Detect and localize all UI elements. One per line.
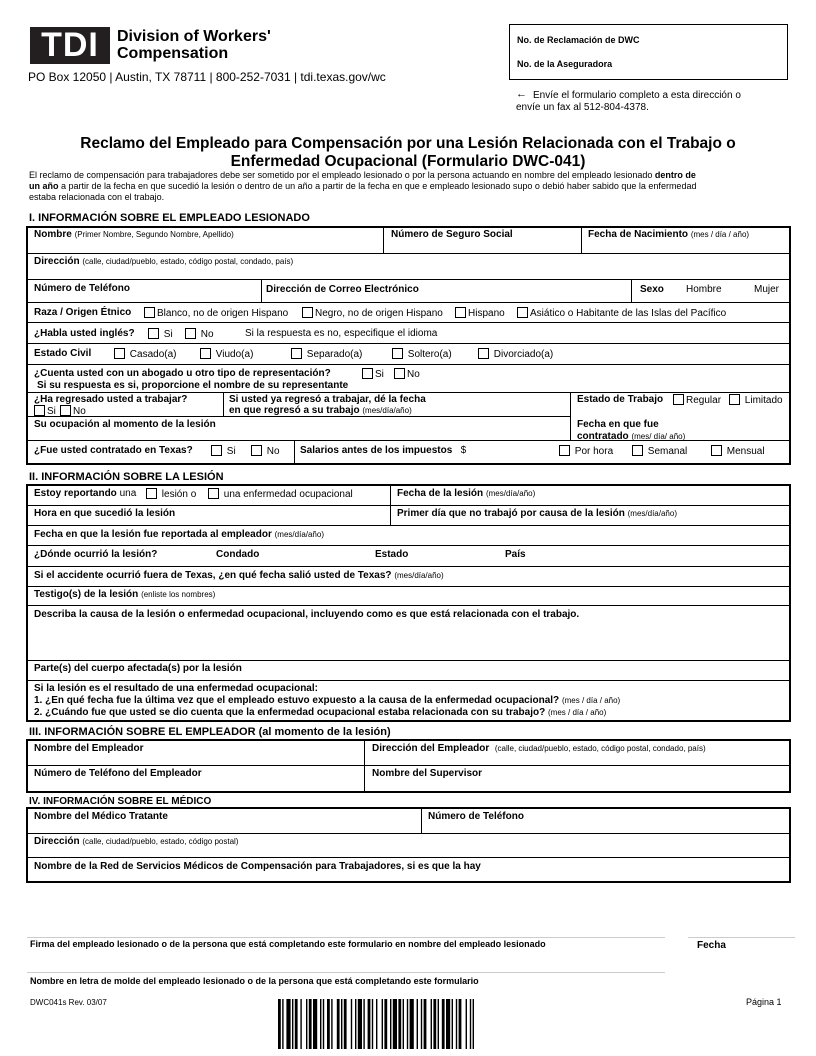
fecha-line[interactable] (688, 937, 795, 938)
abogado-label: ¿Cuenta usted con un abogado u otro tipo de representación? (34, 368, 331, 379)
section-2-title: II. INFORMACIÓN SOBRE LA LESIÓN (29, 471, 224, 483)
raza-blanco-checkbox[interactable]: Blanco, no de origen Hispano (144, 307, 288, 319)
barcode-bar (282, 999, 283, 1049)
nombre-label: Nombre (Primer Nombre, Segundo Nombre, Apellido) (34, 229, 234, 240)
intro-text: El reclamo de compensación para trabajadores debe ser sometido por el empleado lesionado o por la persona actuando en nombre del empleado lesionado dentro de un año a partir de la fecha en que sucedió la lesión o dentro de un año a partir de la fecha en que e empleado lesionado supo o debió haber sabido que la enfermedad estaba relacionada con el trabajo. (29, 170, 697, 202)
trabajo-regular-checkbox[interactable]: Regular (673, 394, 721, 406)
trabajo-limitado-checkbox[interactable]: Limitado (729, 394, 783, 406)
barcode-bar (403, 999, 404, 1049)
sexo-mujer[interactable]: Mujer (754, 284, 780, 295)
estado-trabajo-label: Estado de Trabajo (577, 394, 664, 405)
texas-no-checkbox[interactable]: No (251, 445, 280, 457)
barcode-bar (309, 999, 312, 1049)
barcode-bar (431, 999, 432, 1049)
regreso-fecha-label-2: en que regresó a su trabajo (mes/día/año) (229, 405, 412, 416)
barcode-bar (306, 999, 307, 1049)
fecha-contratado-label-1: Fecha en que fue (577, 419, 659, 430)
civil-separado-checkbox[interactable]: Separado(a) (291, 348, 362, 360)
section-4-title: IV. INFORMACIÓN SOBRE EL MÉDICO (29, 796, 212, 807)
barcode-bar (446, 999, 450, 1049)
lesion-checkbox[interactable]: lesión o (146, 488, 196, 500)
testigos-label: Testigo(s) de la lesión (enliste los nombres) (34, 589, 216, 600)
insurer-no-label: No. de la Aseguradora (517, 59, 613, 69)
send-note-1: Envíe el formulario completo a esta dirección o (533, 90, 741, 101)
barcode (278, 999, 534, 1049)
barcode-bar (337, 999, 340, 1049)
salario-semanal-checkbox[interactable]: Semanal (632, 445, 687, 457)
q1-label: 1. ¿En qué fecha fue la última vez que el empleado estuvo expuesto a la causa de la enfermedad ocupacional? (mes / día / año) (34, 695, 621, 706)
barcode-bar (421, 999, 422, 1049)
barcode-bar (433, 999, 436, 1049)
header-address: PO Box 12050 | Austin, TX 78711 | 800-252-7031 | tdi.texas.gov/wc (28, 70, 386, 84)
condado-label: Condado (216, 549, 260, 560)
texas-si-checkbox[interactable]: Si (211, 445, 236, 457)
raza-negro-checkbox[interactable]: Negro, no de origen Hispano (302, 307, 443, 319)
regresado-si-checkbox[interactable]: Si (34, 405, 56, 417)
regresado-label: ¿Ha regresado usted a trabajar? (34, 394, 188, 405)
fecha-label: Fecha (697, 940, 726, 951)
barcode-bar (278, 999, 281, 1049)
barcode-bar (295, 999, 298, 1049)
claim-no-label: No. de Reclamación de DWC (517, 35, 640, 45)
contratado-texas-label: ¿Fue usted contratado en Texas? (34, 445, 193, 456)
barcode-bar (341, 999, 342, 1049)
barcode-bar (358, 999, 362, 1049)
direccion-label: Dirección (calle, ciudad/pueblo, estado, código postal, condado, país) (34, 256, 294, 267)
ocupacion-label: Su ocupación al momento de la lesión (34, 419, 216, 430)
hora-label: Hora en que sucedió la lesión (34, 508, 176, 519)
barcode-bar (470, 999, 471, 1049)
donde-label: ¿Dónde ocurrió la lesión? (34, 549, 158, 560)
nombre-molde-line[interactable] (27, 972, 665, 973)
partes-label: Parte(s) del cuerpo afectada(s) por la lesión (34, 663, 242, 674)
barcode-bar (382, 999, 383, 1049)
barcode-bar (363, 999, 364, 1049)
claim-box (509, 24, 788, 80)
barcode-bar (473, 999, 474, 1049)
barcode-bar (424, 999, 427, 1049)
red-label: Nombre de la Red de Servicios Médicos de Compensación para Trabajadores, si es que la hay (34, 861, 481, 872)
idioma-label: Si la respuesta es no, especifique el idioma (245, 328, 438, 339)
barcode-bar (344, 999, 347, 1049)
fecha-lesion-label: Fecha de la lesión (mes/día/año) (397, 488, 536, 499)
regreso-fecha-label-1: Si usted ya regresó a trabajar, dé la fecha (229, 394, 426, 405)
medico-label: Nombre del Médico Tratante (34, 811, 168, 822)
barcode-bar (327, 999, 330, 1049)
barcode-bar (331, 999, 332, 1049)
sexo-label: Sexo (640, 284, 664, 295)
abogado-si-checkbox[interactable]: Si (362, 368, 384, 380)
nombre-molde-label: Nombre en letra de molde del empleado lesionado o de la persona que está completando este formulario (30, 976, 479, 986)
barcode-bar (417, 999, 418, 1049)
barcode-bar (292, 999, 293, 1049)
barcode-bar (351, 999, 352, 1049)
tdi-logo: TDI (30, 27, 110, 64)
barcode-bar (466, 999, 467, 1049)
enf-ocup-label: Si la lesión es el resultado de una enfermedad ocupacional: (34, 683, 318, 694)
email-label: Dirección de Correo Electrónico (266, 284, 419, 295)
ingles-si-checkbox[interactable]: Si (148, 328, 173, 340)
dob-label: Fecha de Nacimiento (mes / día / año) (588, 229, 750, 240)
estado-label: Estado (375, 549, 409, 560)
medico-telefono-label: Número de Teléfono (428, 811, 524, 822)
telefono-label: Número de Teléfono (34, 283, 130, 294)
salario-mensual-checkbox[interactable]: Mensual (711, 445, 765, 457)
raza-label: Raza / Origen Étnico (34, 307, 132, 318)
section-3-title: III. INFORMACIÓN SOBRE EL EMPLEADOR (al momento de la lesión) (29, 726, 391, 738)
medico-direccion-label: Dirección (calle, ciudad/pueblo, estado, código postal) (34, 836, 239, 847)
fuera-texas-label: Si el accidente ocurrió fuera de Texas, ¿en qué fecha salió usted de Texas? (mes/día/año) (34, 570, 444, 581)
form-title-line1: Reclamo del Empleado para Compensación por una Lesión Relacionada con el Trabajo o (80, 135, 736, 152)
barcode-bar (323, 999, 324, 1049)
barcode-bar (407, 999, 408, 1049)
civil-casado-checkbox[interactable]: Casado(a) (114, 348, 176, 360)
firma-label: Firma del empleado lesionado o de la persona que está completando este formulario en nombre del empleado lesionado (30, 939, 546, 949)
raza-asiatico-checkbox[interactable]: Asiático o Habitante de las Islas del Pacífico (517, 307, 726, 319)
barcode-bar (372, 999, 373, 1049)
form-title-line2: Enfermedad Ocupacional (Formulario DWC-041) (230, 153, 586, 170)
q2-label: 2. ¿Cuándo fue que usted se dio cuenta que la enfermedad ocupacional estaba relacionada con su trabajo? (mes / día / año) (34, 707, 607, 718)
barcode-bar (459, 999, 462, 1049)
regresado-no-checkbox[interactable]: No (60, 405, 86, 417)
barcode-bar (398, 999, 401, 1049)
barcode-bar (355, 999, 356, 1049)
reportando-label: Estoy reportando una (34, 488, 137, 499)
fecha-contratado-label-2: contratado (mes/ día/ año) (577, 431, 686, 442)
estado-civil-label: Estado Civil (34, 348, 92, 359)
form-rev: DWC041s Rev. 03/07 (30, 998, 107, 1007)
civil-divorciado-checkbox[interactable]: Divorciado(a) (478, 348, 553, 360)
page-number: Página 1 (746, 997, 782, 1007)
enfermedad-checkbox[interactable]: una enfermedad ocupacional (208, 488, 353, 500)
abogado-no-checkbox[interactable]: No (394, 368, 420, 380)
barcode-bar (438, 999, 439, 1049)
barcode-bar (376, 999, 377, 1049)
empleador-nombre-label: Nombre del Empleador (34, 743, 144, 754)
division-name-2: Compensation (117, 45, 229, 62)
raza-hispano-checkbox[interactable]: Hispano (455, 307, 505, 319)
ingles-label: ¿Habla usted inglés? (34, 328, 135, 339)
civil-soltero-checkbox[interactable]: Soltero(a) (392, 348, 452, 360)
empleador-telefono-label: Número de Teléfono del Empleador (34, 768, 202, 779)
firma-line[interactable] (27, 937, 665, 938)
division-name-1: Division of Workers' (117, 28, 271, 45)
barcode-bar (452, 999, 453, 1049)
barcode-bar (384, 999, 387, 1049)
supervisor-label: Nombre del Supervisor (372, 768, 483, 779)
send-note-2: envíe un fax al 512-804-4378. (516, 102, 649, 113)
barcode-bar (313, 999, 317, 1049)
describa-label: Describa la causa de la lesión o enfermedad ocupacional, incluyendo como es que está relacionada con el trabajo. (34, 609, 580, 620)
empleador-direccion-label: Dirección del Empleador (calle, ciudad/pueblo, estado, código postal, condado, país) (372, 743, 706, 754)
fecha-reportada-label: Fecha en que la lesión fue reportada al empleador (mes/día/año) (34, 529, 324, 540)
primer-dia-label: Primer día que no trabajó por causa de la lesión (mes/día/año) (397, 508, 677, 519)
barcode-bar (442, 999, 445, 1049)
abogado-nombre-label: Si su respuesta es si, proporcione el nombre de su representante (37, 380, 349, 391)
barcode-bar (393, 999, 397, 1049)
pais-label: País (505, 549, 526, 560)
barcode-bar (320, 999, 321, 1049)
ssn-label: Número de Seguro Social (391, 229, 513, 240)
barcode-bar (300, 999, 301, 1049)
arrow-left-icon: ← (516, 88, 527, 100)
barcode-bar (368, 999, 371, 1049)
salario-por-hora-checkbox[interactable]: Por hora (559, 445, 613, 457)
ingles-no-checkbox[interactable]: No (185, 328, 214, 340)
barcode-bar (390, 999, 391, 1049)
salarios-label: Salarios antes de los impuestos $ (300, 445, 467, 456)
barcode-bar (286, 999, 290, 1049)
barcode-bar (410, 999, 414, 1049)
civil-viudo-checkbox[interactable]: Viudo(a) (200, 348, 253, 360)
sexo-hombre[interactable]: Hombre (686, 284, 722, 295)
barcode-bar (456, 999, 457, 1049)
section-1-title: I. INFORMACIÓN SOBRE EL EMPLEADO LESIONADO (29, 212, 310, 224)
